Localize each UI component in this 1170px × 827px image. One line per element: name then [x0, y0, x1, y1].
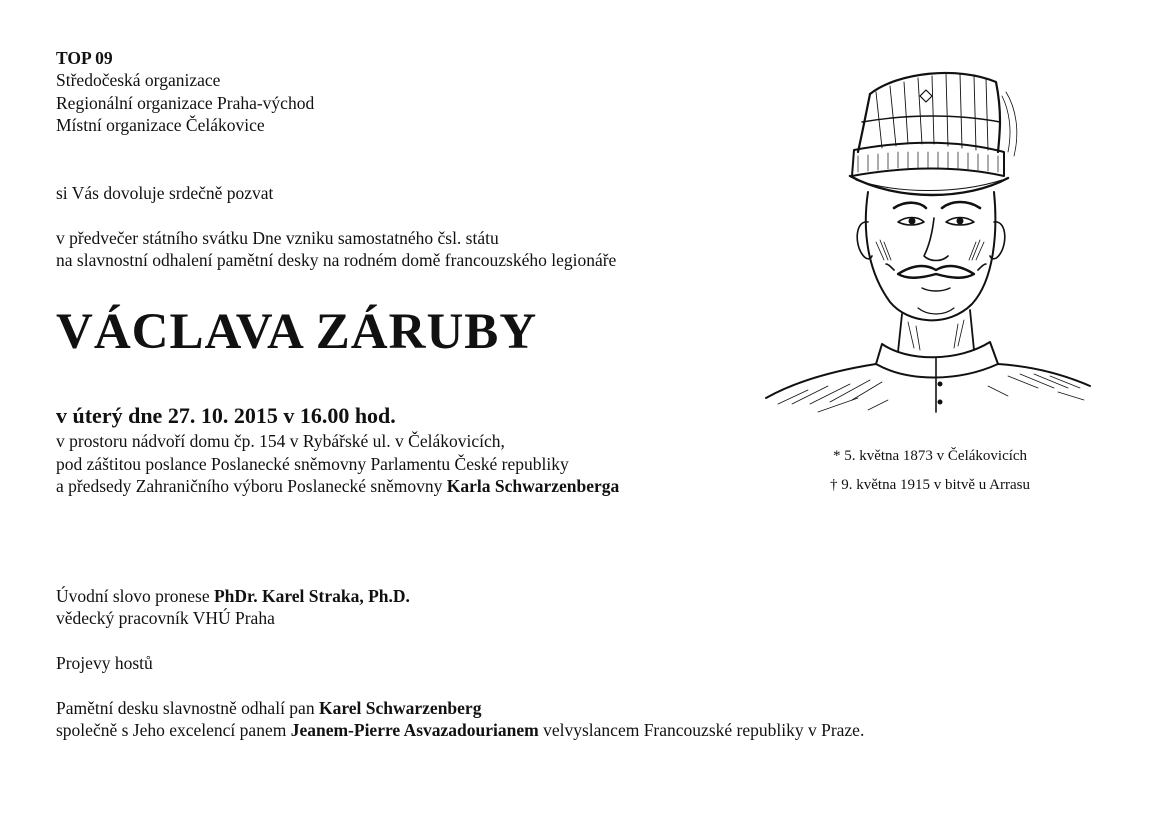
ambassador-name: Jeanem-Pierre Asvazadourianem: [290, 720, 539, 740]
event-place: v prostoru nádvoří domu čp. 154 v Rybářské ul. v Čelákovicích,: [56, 431, 505, 451]
with-prefix: společně s Jeho excelencí panem: [56, 720, 291, 740]
speaker-name: PhDr. Karel Straka, Ph.D.: [213, 586, 410, 606]
unveil-prefix: Pamětní desku slavnostně odhalí pan: [56, 698, 319, 718]
program-guests: Projevy hostů: [56, 653, 153, 673]
honoree-death: † 9. května 1915 v bitvě u Arrasu: [830, 477, 1030, 493]
patronage-prefix: a předsedy Zahraničního výboru Poslanecké sněmovny: [56, 476, 447, 496]
invite-occasion-line1: v předvečer státního svátku Dne vzniku samostatného čsl. státu: [56, 228, 499, 248]
event-patronage-line2: [56, 475, 619, 497]
invite-intro: si Vás dovoluje srdečně pozvat: [56, 183, 274, 203]
org-line-regional: Středočeská organizace: [56, 70, 221, 90]
honoree-birth: * 5. května 1873 v Čelákovicích: [832, 448, 1028, 464]
org-name: TOP 09: [56, 48, 113, 68]
event-datetime: v úterý dne 27. 10. 2015 v 16.00 hod.: [56, 403, 396, 428]
program-ambassador: [56, 719, 864, 741]
legionnaire-portrait-sketch: [758, 52, 1098, 417]
with-suffix: velvyslancem Francouzské republiky v Praze.: [538, 720, 865, 740]
program-speech: [56, 585, 410, 607]
honoree-name: VÁCLAVA ZÁRUBY: [56, 304, 538, 360]
org-line-district: Regionální organizace Praha-východ: [56, 93, 315, 113]
event-patronage-line1: pod záštitou poslance Poslanecké sněmovny Parlamentu České republiky: [56, 454, 569, 474]
speech-prefix: Úvodní slovo pronese: [56, 586, 214, 606]
unveiler-name: Karel Schwarzenberg: [318, 698, 482, 718]
speaker-role: vědecký pracovník VHÚ Praha: [56, 608, 275, 628]
org-line-local: Místní organizace Čelákovice: [56, 115, 265, 135]
invite-occasion-line2: na slavnostní odhalení pamětní desky na rodném domě francouzského legionáře: [56, 250, 617, 270]
patron-name: Karla Schwarzenberga: [446, 476, 620, 496]
program-unveil: [56, 697, 481, 719]
